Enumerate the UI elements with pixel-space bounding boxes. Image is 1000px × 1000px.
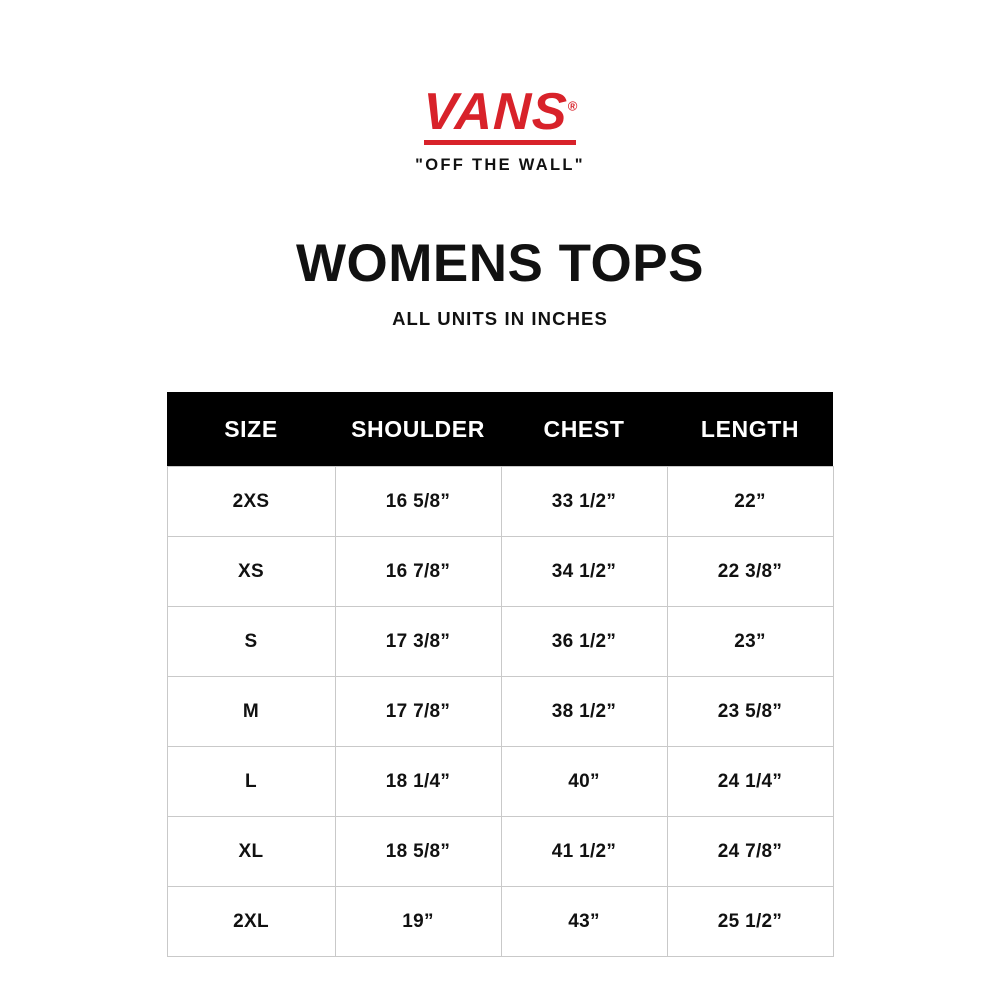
table-header-row <box>167 392 833 467</box>
cell-length: 22” <box>667 467 833 537</box>
cell-length: 22 3/8” <box>667 537 833 607</box>
cell-size: M <box>167 677 335 747</box>
cell-size: XS <box>167 537 335 607</box>
cell-shoulder: 16 7/8” <box>335 537 501 607</box>
cell-chest: 36 1/2” <box>501 607 667 677</box>
cell-length: 23 5/8” <box>667 677 833 747</box>
cell-size: 2XL <box>167 887 335 957</box>
table-row <box>167 887 833 957</box>
vans-tagline: "OFF THE WALL" <box>415 156 585 174</box>
cell-chest: 34 1/2” <box>501 537 667 607</box>
vans-wordmark-text: VANS <box>421 83 569 141</box>
cell-size: XL <box>167 817 335 887</box>
column-header-shoulder: SHOULDER <box>335 392 501 467</box>
cell-shoulder: 18 1/4” <box>335 747 501 817</box>
page-title: WOMENS TOPS <box>296 234 704 293</box>
cell-length: 25 1/2” <box>667 887 833 957</box>
cell-length: 24 1/4” <box>667 747 833 817</box>
cell-shoulder: 16 5/8” <box>335 467 501 537</box>
cell-shoulder: 19” <box>335 887 501 957</box>
cell-size: S <box>167 607 335 677</box>
table-row <box>167 747 833 817</box>
table-row <box>167 817 833 887</box>
table-row <box>167 467 833 537</box>
cell-chest: 40” <box>501 747 667 817</box>
cell-size: L <box>167 747 335 817</box>
vans-wordmark <box>421 83 578 141</box>
page-subtitle: ALL UNITS IN INCHES <box>392 308 608 329</box>
size-chart-table <box>167 392 834 957</box>
cell-shoulder: 17 7/8” <box>335 677 501 747</box>
registered-trademark-icon: ® <box>567 98 578 114</box>
vans-logo <box>415 83 585 175</box>
cell-size: 2XS <box>167 467 335 537</box>
cell-shoulder: 18 5/8” <box>335 817 501 887</box>
table-row <box>167 537 833 607</box>
cell-chest: 33 1/2” <box>501 467 667 537</box>
cell-chest: 38 1/2” <box>501 677 667 747</box>
cell-length: 23” <box>667 607 833 677</box>
column-header-length: LENGTH <box>667 392 833 467</box>
cell-shoulder: 17 3/8” <box>335 607 501 677</box>
table-row <box>167 607 833 677</box>
table-row <box>167 677 833 747</box>
table-body <box>167 467 833 957</box>
column-header-chest: CHEST <box>501 392 667 467</box>
cell-chest: 43” <box>501 887 667 957</box>
cell-length: 24 7/8” <box>667 817 833 887</box>
cell-chest: 41 1/2” <box>501 817 667 887</box>
column-header-size: SIZE <box>167 392 335 467</box>
table-header <box>167 392 833 467</box>
